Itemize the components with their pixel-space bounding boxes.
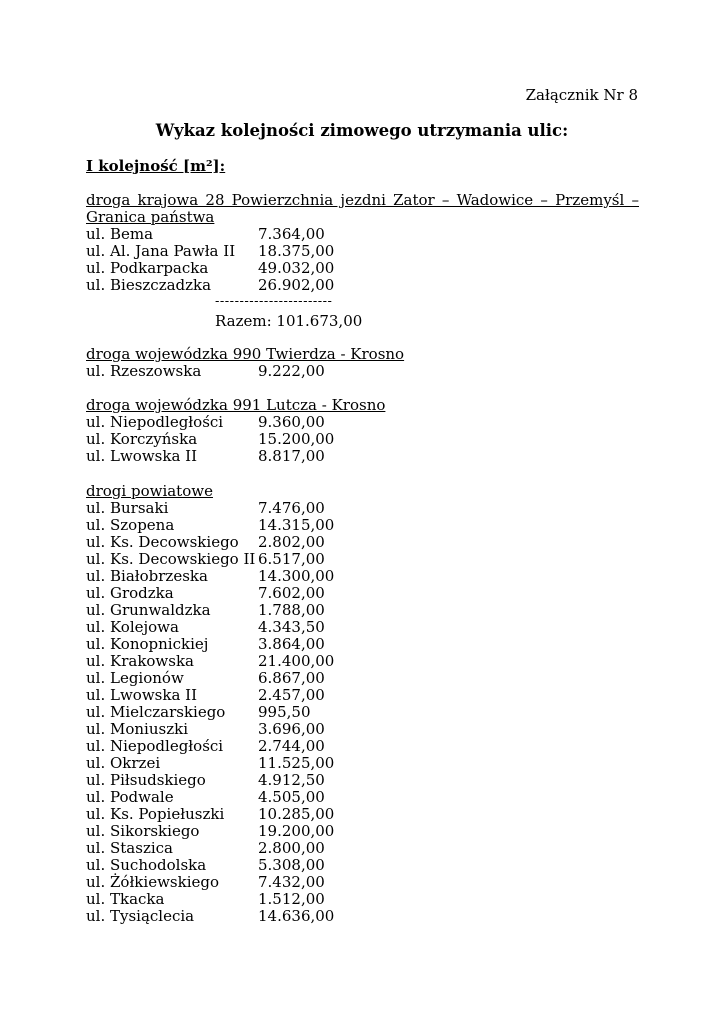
street-area: 18.375,00 (258, 242, 335, 260)
street-area: 4.505,00 (258, 788, 325, 806)
street-name: ul. Suchodolska (86, 856, 207, 874)
street-name: ul. Bieszczadzka (86, 276, 212, 294)
table-row (86, 823, 334, 840)
table-row (86, 534, 325, 551)
street-name: ul. Korczyńska (86, 430, 198, 448)
road-heading-powiatowe: drogi powiatowe (86, 482, 213, 500)
table-row (86, 857, 325, 874)
street-name: ul. Tysiąclecia (86, 907, 195, 925)
table-row (86, 653, 334, 670)
street-name: ul. Staszica (86, 839, 173, 857)
table-row (86, 585, 325, 602)
street-name: ul. Grodzka (86, 584, 174, 602)
table-row (86, 670, 325, 687)
street-area: 14.636,00 (258, 907, 335, 925)
street-area: 995,50 (258, 703, 311, 721)
street-area: 7.476,00 (258, 499, 325, 517)
street-name: ul. Tkacka (86, 890, 165, 908)
street-name: ul. Rzeszowska (86, 362, 202, 380)
table-row (86, 243, 334, 260)
street-area: 1.788,00 (258, 601, 325, 619)
table-row (86, 568, 334, 585)
table-row (86, 636, 325, 653)
street-name: ul. Mielczarskiego (86, 703, 226, 721)
street-name: ul. Niepodległości (86, 413, 224, 431)
street-area: 21.400,00 (258, 652, 335, 670)
street-name: ul. Al. Jana Pawła II (86, 242, 236, 260)
street-area: 11.525,00 (258, 754, 335, 772)
street-name: ul. Podwale (86, 788, 174, 806)
street-name: ul. Krakowska (86, 652, 195, 670)
sum-total: Razem: 101.673,00 (215, 312, 363, 330)
road-heading-dk28: droga krajowa 28 Powierzchnia jezdni Zator – Wadowice – Przemyśl – Granica państwa (86, 191, 639, 226)
table-row (86, 602, 325, 619)
street-name: ul. Sikorskiego (86, 822, 200, 840)
street-area: 15.200,00 (258, 430, 335, 448)
street-name: ul. Piłsudskiego (86, 771, 206, 789)
table-row (86, 431, 334, 448)
street-name: ul. Moniuszki (86, 720, 188, 738)
street-name: ul. Kolejowa (86, 618, 179, 636)
street-area: 3.696,00 (258, 720, 325, 738)
table-row (86, 619, 325, 636)
street-name: ul. Legionów (86, 669, 184, 687)
table-row (86, 908, 334, 925)
annex-label: Załącznik Nr 8 (525, 86, 638, 104)
street-area: 4.912,50 (258, 771, 325, 789)
table-row (86, 789, 325, 806)
table-row (86, 687, 325, 704)
street-name: ul. Białobrzeska (86, 567, 208, 585)
street-area: 10.285,00 (258, 805, 335, 823)
road-heading-dw991: droga wojewódzka 991 Lutcza - Krosno (86, 396, 386, 414)
street-area: 2.800,00 (258, 839, 325, 857)
street-name: ul. Niepodległości (86, 737, 224, 755)
street-area: 26.902,00 (258, 276, 335, 294)
street-area: 2.802,00 (258, 533, 325, 551)
table-row (86, 721, 325, 738)
street-area: 3.864,00 (258, 635, 325, 653)
street-area: 14.300,00 (258, 567, 335, 585)
section-heading: I kolejność [m²]: (86, 157, 226, 175)
street-area: 14.315,00 (258, 516, 335, 534)
street-name: ul. Ks. Decowskiego II (86, 550, 256, 568)
street-area: 49.032,00 (258, 259, 335, 277)
street-area: 7.602,00 (258, 584, 325, 602)
street-name: ul. Podkarpacka (86, 259, 209, 277)
street-area: 8.817,00 (258, 447, 325, 465)
table-row (86, 414, 325, 431)
table-row (86, 704, 311, 721)
street-area: 5.308,00 (258, 856, 325, 874)
table-row (86, 874, 325, 891)
street-area: 1.512,00 (258, 890, 325, 908)
street-area: 9.360,00 (258, 413, 325, 431)
street-name: ul. Szopena (86, 516, 175, 534)
table-row (86, 260, 334, 277)
street-area: 6.867,00 (258, 669, 325, 687)
table-row (86, 891, 325, 908)
table-row (86, 772, 325, 789)
sum-separator: ------------------------ (215, 294, 333, 309)
table-row (86, 517, 334, 534)
table-row (86, 738, 325, 755)
street-area: 6.517,00 (258, 550, 325, 568)
street-area: 9.222,00 (258, 362, 325, 380)
street-name: ul. Konopnickiej (86, 635, 209, 653)
street-name: ul. Bema (86, 225, 154, 243)
table-row (86, 551, 325, 568)
street-name: ul. Bursaki (86, 499, 169, 517)
street-name: ul. Lwowska II (86, 447, 198, 465)
street-area: 4.343,50 (258, 618, 325, 636)
table-row (86, 277, 334, 294)
street-area: 19.200,00 (258, 822, 335, 840)
street-area: 7.364,00 (258, 225, 325, 243)
street-area: 7.432,00 (258, 873, 325, 891)
street-name: ul. Ks. Decowskiego (86, 533, 239, 551)
table-row (86, 840, 325, 857)
table-row (86, 448, 325, 465)
table-row (86, 500, 325, 517)
table-row (86, 226, 325, 243)
table-row (86, 755, 334, 772)
table-row (86, 363, 325, 380)
table-row (86, 806, 334, 823)
document-title: Wykaz kolejności zimowego utrzymania ulic: (155, 121, 569, 140)
street-area: 2.457,00 (258, 686, 325, 704)
road-heading-dw990: droga wojewódzka 990 Twierdza - Krosno (86, 345, 405, 363)
street-name: ul. Żółkiewskiego (86, 873, 220, 891)
street-name: ul. Grunwaldzka (86, 601, 211, 619)
street-name: ul. Lwowska II (86, 686, 198, 704)
street-name: ul. Ks. Popiełuszki (86, 805, 225, 823)
street-name: ul. Okrzei (86, 754, 161, 772)
street-area: 2.744,00 (258, 737, 325, 755)
